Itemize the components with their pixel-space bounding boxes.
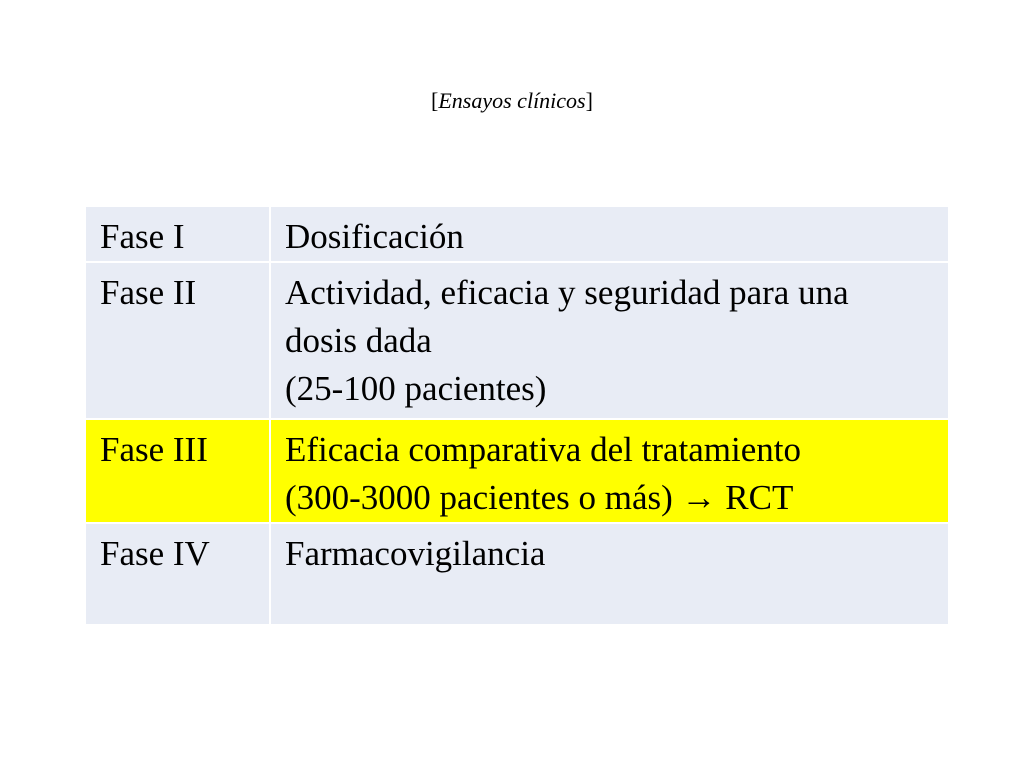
description-line: (300-3000 pacientes o más) → RCT bbox=[285, 478, 794, 517]
phase-row-3 bbox=[86, 419, 948, 523]
phase-row-4 bbox=[86, 523, 948, 624]
phase-description-cell bbox=[270, 207, 948, 262]
description-line: Dosificación bbox=[285, 217, 464, 256]
phase-description-cell bbox=[270, 419, 948, 523]
phase-row-1 bbox=[86, 207, 948, 262]
phase-name-cell: Fase II bbox=[86, 262, 270, 419]
header-close-bracket: ] bbox=[585, 88, 593, 113]
header-open-bracket: [ bbox=[431, 88, 439, 113]
header-title: Ensayos clínicos bbox=[438, 88, 586, 113]
phase-name-cell: Fase III bbox=[86, 419, 270, 523]
description-line: Eficacia comparativa del tratamiento bbox=[285, 430, 801, 469]
description-line: Actividad, eficacia y seguridad para una bbox=[285, 273, 849, 312]
phase-description-cell bbox=[270, 262, 948, 419]
phase-name-cell: Fase I bbox=[86, 207, 270, 262]
description-line: Farmacovigilancia bbox=[285, 534, 546, 573]
phases-table bbox=[86, 207, 948, 624]
description-line: dosis dada bbox=[285, 321, 432, 360]
phase-description-cell bbox=[270, 523, 948, 624]
description-line: (25-100 pacientes) bbox=[285, 369, 547, 408]
phase-name-cell: Fase IV bbox=[86, 523, 270, 624]
slide-header bbox=[0, 86, 1024, 116]
phase-row-2 bbox=[86, 262, 948, 419]
